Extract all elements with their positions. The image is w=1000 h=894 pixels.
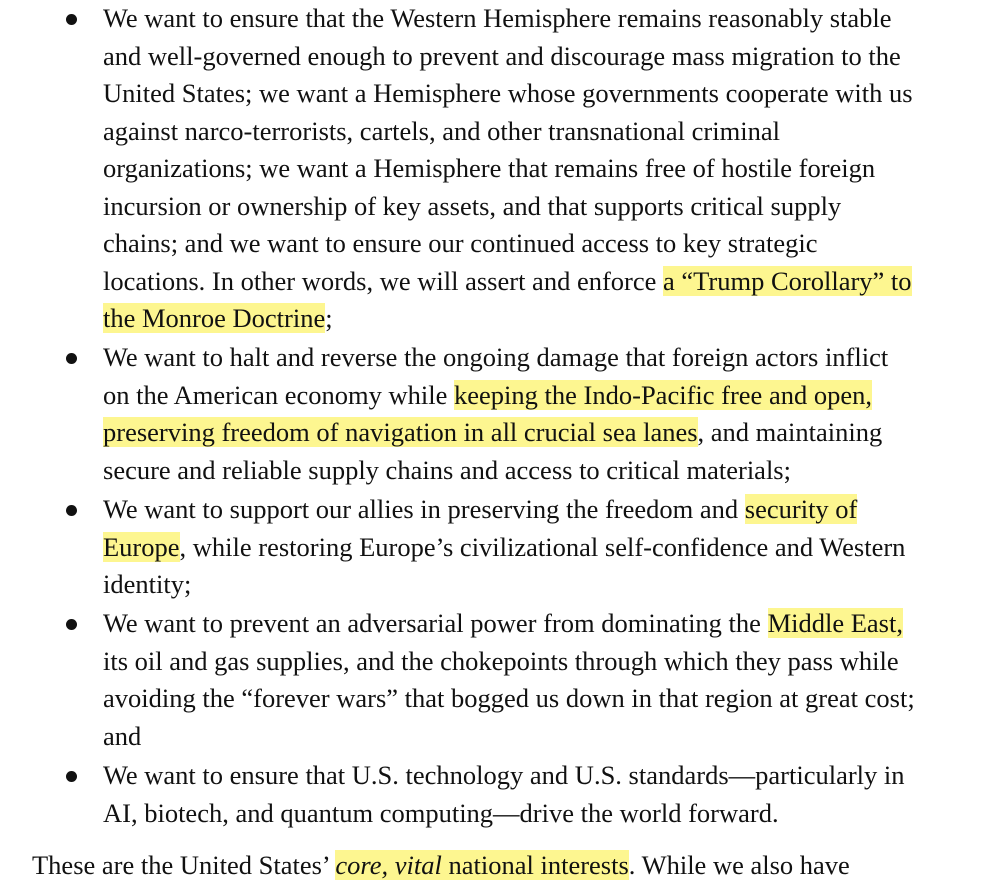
text-line	[103, 529, 980, 567]
text-line	[103, 643, 980, 681]
text-run: , and maintaining	[697, 417, 883, 447]
text-run: secure and reliable supply chains and access to critical materials;	[103, 454, 791, 485]
text-run: avoiding the “forever wars” that bogged us down in that region at great cost;	[103, 683, 915, 713]
text-line	[103, 680, 980, 718]
bullet-western-hemisphere	[0, 0, 1000, 338]
text-line	[103, 113, 980, 151]
text-run: and well-governed enough to prevent and discourage mass migration to the	[103, 40, 901, 71]
text-run: its oil and gas supplies, and the chokepoints through which they pass while	[103, 645, 899, 676]
text-run: These are the United States’	[32, 850, 336, 880]
text-line	[103, 263, 980, 301]
text-line	[103, 0, 980, 38]
highlight-middle-east: Middle East,	[767, 608, 903, 638]
bullet-europe	[0, 491, 1000, 604]
text-run: We want to prevent an adversarial power from dominating the	[103, 608, 768, 638]
text-run: locations. In other words, we will assert and enforce	[103, 265, 664, 296]
text-line	[103, 339, 980, 377]
text-line	[103, 491, 980, 529]
text-line	[103, 452, 980, 490]
text-line	[103, 414, 980, 452]
text-line	[103, 225, 980, 263]
text-run: incursion or ownership of key assets, and that supports critical supply	[103, 190, 842, 221]
text-line	[103, 188, 980, 226]
closing-paragraph	[32, 847, 850, 885]
text-run: on the American economy while	[103, 379, 455, 410]
highlight-national-interests: national interests	[441, 850, 629, 880]
bullet-middle-east	[0, 605, 1000, 755]
highlight-monroe-doctrine: the Monroe Doctrine	[103, 303, 326, 333]
text-line	[103, 795, 980, 833]
text-run: and	[103, 720, 142, 751]
highlight-trump-corollary: a “Trump Corollary” to	[663, 265, 912, 296]
text-line	[103, 757, 980, 795]
text-run: ;	[325, 303, 333, 333]
bullet-technology	[0, 757, 1000, 832]
text-run: We want to ensure that the Western Hemisphere remains reasonably stable	[103, 3, 892, 33]
text-run: We want to ensure that U.S. technology and U.S. standards—particularly in	[103, 760, 905, 790]
text-line	[103, 718, 980, 756]
text-run: identity;	[103, 569, 192, 599]
text-run: against narco-terrorists, cartels, and other transnational criminal	[103, 115, 780, 146]
text-run: We want to halt and reverse the ongoing damage that foreign actors inflict	[103, 342, 889, 372]
highlight-freedom-of-navigation: preserving freedom of navigation in all crucial sea lanes	[103, 417, 698, 447]
highlight-security-of: security of	[744, 494, 858, 524]
text-run: chains; and we want to ensure our continued access to key strategic	[103, 228, 818, 258]
text-run: organizations; we want a Hemisphere that remains free of hostile foreign	[103, 153, 876, 183]
text-run: AI, biotech, and quantum computing—drive the world forward.	[103, 797, 779, 828]
text-run: We want to support our allies in preserving the freedom and	[103, 494, 745, 524]
bullet-indo-pacific	[0, 339, 1000, 489]
text-line	[103, 566, 980, 604]
text-run: United States; we want a Hemisphere whose governments cooperate with us	[103, 78, 913, 108]
text-line	[103, 150, 980, 188]
text-run: . While we also have	[628, 850, 850, 880]
highlight-europe: Europe	[103, 531, 180, 562]
text-line	[103, 300, 980, 338]
text-line	[103, 377, 980, 415]
text-run: , while restoring Europe’s civilizational self-confidence and Western	[179, 531, 906, 562]
text-line	[103, 38, 980, 76]
highlight-core-vital: core, vital	[335, 850, 442, 880]
text-line	[103, 75, 980, 113]
text-line	[103, 605, 980, 643]
highlight-indo-pacific: keeping the Indo-Pacific free and open,	[454, 379, 872, 410]
